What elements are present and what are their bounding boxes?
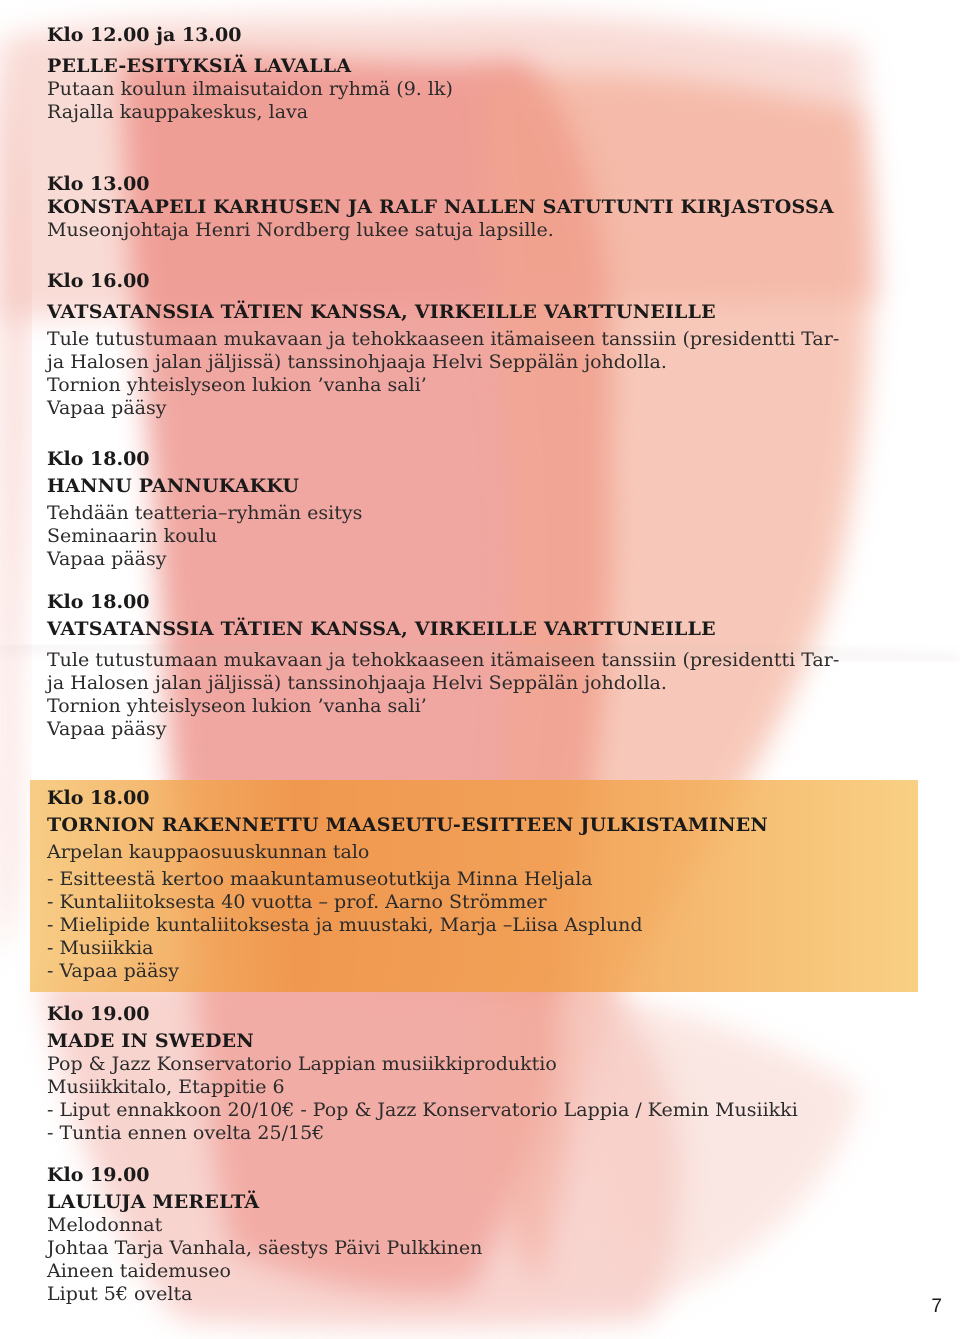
event-block <box>47 591 927 741</box>
event-line: Tule tutustumaan mukavaan ja tehokkaaseen itämaiseen tanssiin (presidentti Tar- <box>47 649 840 671</box>
event-block <box>47 1164 927 1306</box>
event-line: ja Halosen jalan jäljissä) tanssinohjaaja Helvi Seppälän johdolla. <box>47 672 667 694</box>
event-title: MADE IN SWEDEN <box>47 1030 254 1052</box>
event-line: Aineen taidemuseo <box>47 1260 231 1282</box>
list-item: - Vapaa pääsy <box>47 960 179 982</box>
event-line: Seminaarin koulu <box>47 525 218 547</box>
list-item: - Esitteestä kertoo maakuntamuseotutkija Minna Heljala <box>47 868 593 890</box>
event-block <box>47 173 927 242</box>
event-title: TORNION RAKENNETTU MAASEUTU-ESITTEEN JULKISTAMINEN <box>47 814 768 836</box>
event-block <box>47 448 927 571</box>
event-line: Vapaa pääsy <box>47 397 167 419</box>
event-line: Tehdään teatteria–ryhmän esitys <box>47 502 363 524</box>
list-item: - Mielipide kuntaliitoksesta ja muustaki, Marja –Liisa Asplund <box>47 914 643 936</box>
event-block <box>47 1003 927 1145</box>
event-line: Liput 5€ ovelta <box>47 1283 193 1305</box>
page-number: 7 <box>931 1296 942 1317</box>
event-line: - Tuntia ennen ovelta 25/15€ <box>47 1122 325 1144</box>
event-time: Klo 19.00 <box>47 1003 150 1025</box>
list-item: - Kuntaliitoksesta 40 vuotta – prof. Aarno Strömmer <box>47 891 547 913</box>
event-line: Melodonnat <box>47 1214 163 1236</box>
event-time: Klo 18.00 <box>47 448 150 470</box>
event-time: Klo 18.00 <box>47 787 150 809</box>
event-line: Putaan koulun ilmaisutaidon ryhmä (9. lk) <box>47 78 453 100</box>
event-title: VATSATANSSIA TÄTIEN KANSSA, VIRKEILLE VARTTUNEILLE <box>47 301 716 323</box>
event-title: KONSTAAPELI KARHUSEN JA RALF NALLEN SATUTUNTI KIRJASTOSSA <box>47 196 834 218</box>
event-line: Johtaa Tarja Vanhala, säestys Päivi Pulkkinen <box>47 1237 483 1259</box>
event-line: Vapaa pääsy <box>47 718 167 740</box>
event-line: Tornion yhteislyseon lukion ’vanha sali’ <box>47 374 427 396</box>
event-block <box>47 24 927 124</box>
event-time: Klo 13.00 <box>47 173 150 195</box>
event-line: Pop & Jazz Konservatorio Lappian musiikkiproduktio <box>47 1053 557 1075</box>
event-title: PELLE-ESITYKSIÄ LAVALLA <box>47 55 352 77</box>
event-line: Tule tutustumaan mukavaan ja tehokkaaseen itämaiseen tanssiin (presidentti Tar- <box>47 328 840 350</box>
event-block-highlighted <box>47 787 927 983</box>
event-title: VATSATANSSIA TÄTIEN KANSSA, VIRKEILLE VARTTUNEILLE <box>47 618 716 640</box>
event-time: Klo 18.00 <box>47 591 150 613</box>
event-line: - Liput ennakkoon 20/10€ - Pop & Jazz Konservatorio Lappia / Kemin Musiikki <box>47 1099 798 1121</box>
event-line: Vapaa pääsy <box>47 548 167 570</box>
event-line: Arpelan kauppaosuuskunnan talo <box>47 841 370 863</box>
event-line: Musiikkitalo, Etappitie 6 <box>47 1076 285 1098</box>
event-line: Tornion yhteislyseon lukion ’vanha sali’ <box>47 695 427 717</box>
list-item: - Musiikkia <box>47 937 154 959</box>
event-time: Klo 12.00 ja 13.00 <box>47 24 242 46</box>
event-line: ja Halosen jalan jäljissä) tanssinohjaaja Helvi Seppälän johdolla. <box>47 351 667 373</box>
event-block <box>47 270 927 420</box>
event-title: LAULUJA MERELTÄ <box>47 1191 260 1213</box>
event-title: HANNU PANNUKAKKU <box>47 475 300 497</box>
event-time: Klo 19.00 <box>47 1164 150 1186</box>
event-line: Rajalla kauppakeskus, lava <box>47 101 309 123</box>
event-time: Klo 16.00 <box>47 270 150 292</box>
event-line: Museonjohtaja Henri Nordberg lukee satuja lapsille. <box>47 219 554 241</box>
